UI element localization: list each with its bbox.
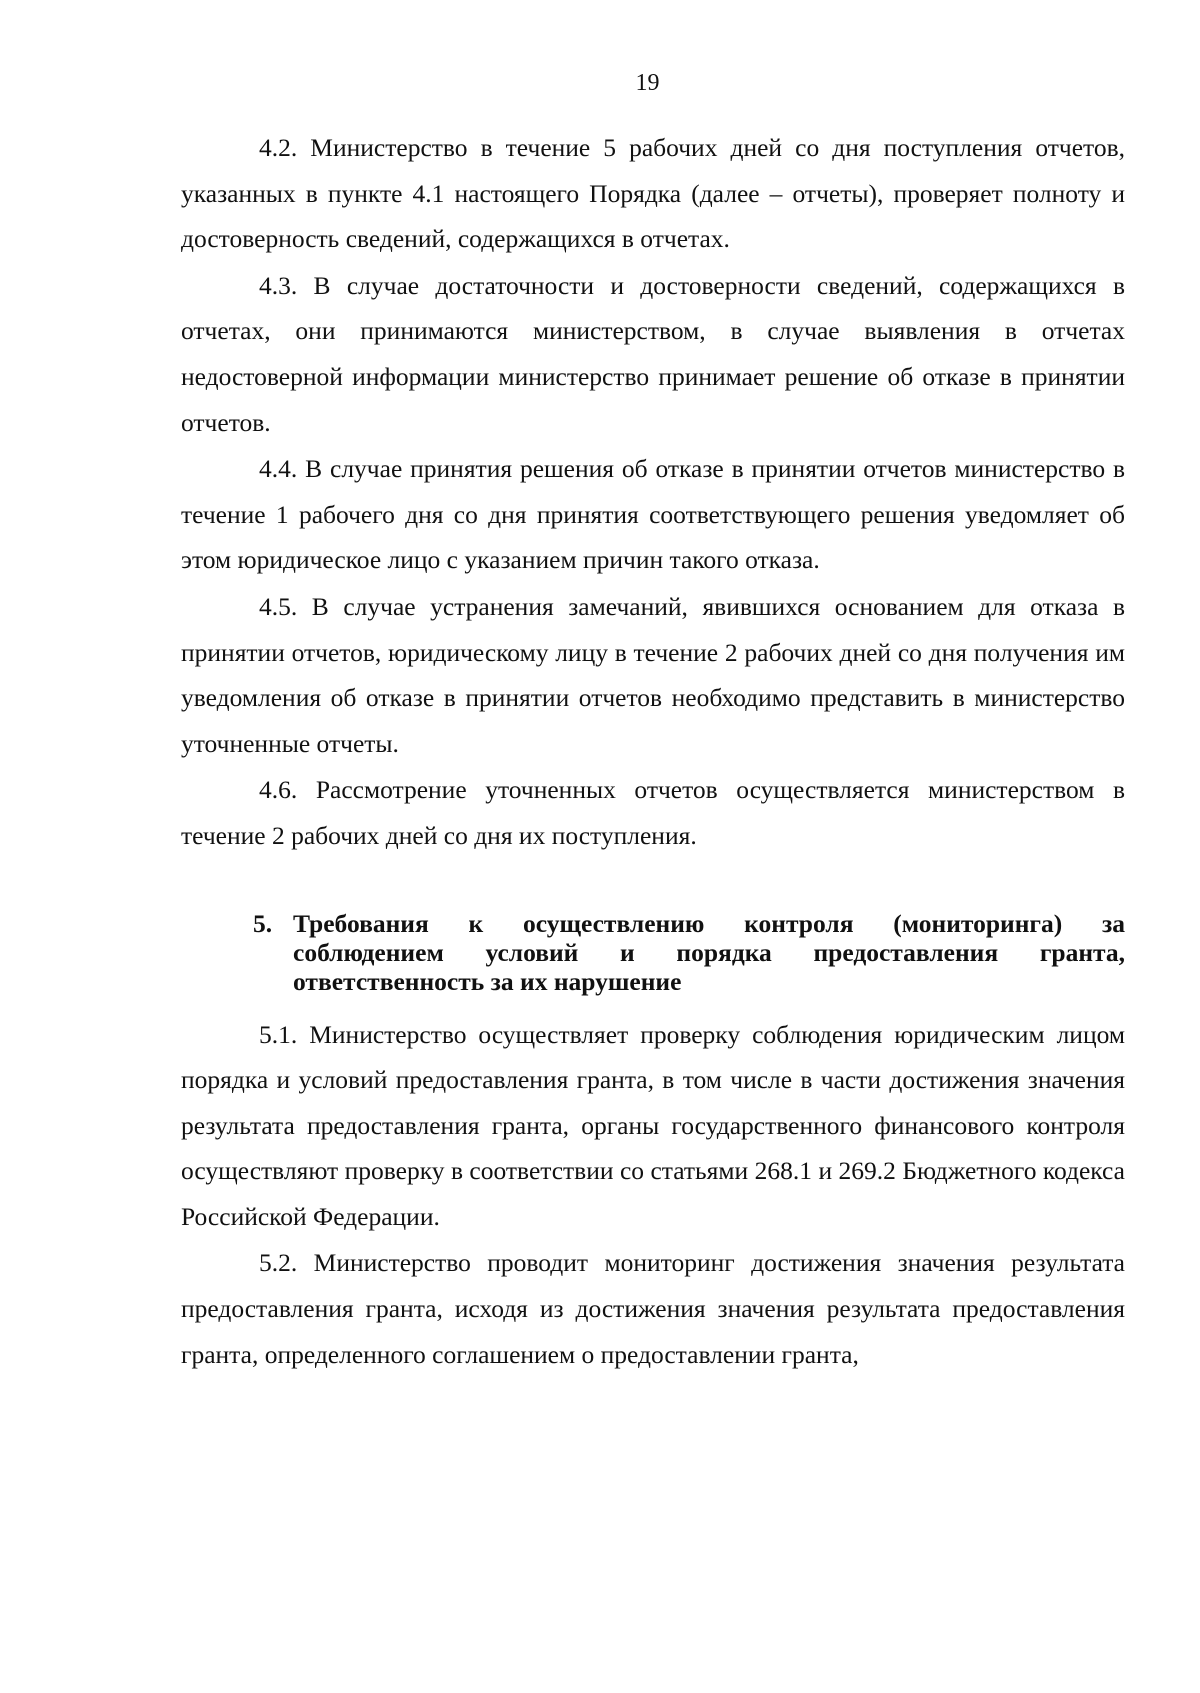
section-title-line: Требования к осуществлению контроля (мониторинга) за <box>293 908 1125 938</box>
section-heading <box>181 909 1125 996</box>
section-title <box>293 909 1125 996</box>
paragraph-5-2: 5.2. Министерство проводит мониторинг достижения значения результата предоставления гранта, исходя из достижения значения результата предоставления гранта, определенного соглашением о предоставлении гранта, <box>181 1248 1125 1369</box>
page-number: 19 <box>635 70 660 96</box>
section-number: 5. <box>253 908 273 938</box>
section-title-line: соблюдением условий и порядка предоставления гранта, <box>293 937 1125 967</box>
paragraph-4-6: 4.6. Рассмотрение уточненных отчетов осуществляется министерством в течение 2 рабочих дней со дня их поступления. <box>181 775 1125 850</box>
paragraph-4-5: 4.5. В случае устранения замечаний, явившихся основанием для отказа в принятии отчетов, юридическому лицу в течение 2 рабочих дней со дня получения им уведомления об отказе в принятии отчетов необходимо представить в министерство уточненные отчеты. <box>181 591 1125 758</box>
document-body <box>181 125 1125 1378</box>
section-title-line: ответственность за их нарушение <box>293 966 682 996</box>
paragraph-4-3: 4.3. В случае достаточности и достоверности сведений, содержащихся в отчетах, они принимаются министерством, в случае выявления в отчетах недостоверной информации министерство принимает решение об отказе в принятии отчетов. <box>181 270 1125 437</box>
paragraph-4-4: 4.4. В случае принятия решения об отказе в принятии отчетов министерство в течение 1 рабочего дня со дня принятия соответствующего решения уведомляет об этом юридическое лицо с указанием причин такого отказа. <box>181 454 1125 575</box>
paragraph-4-2: 4.2. Министерство в течение 5 рабочих дней со дня поступления отчетов, указанных в пункте 4.1 настоящего Порядка (далее – отчеты), проверяет полноту и достоверность сведений, содержащихся в отчетах. <box>181 133 1125 254</box>
paragraph-5-1: 5.1. Министерство осуществляет проверку соблюдения юридическим лицом порядка и условий предоставления гранта, в том числе в части достижения значения результата предоставления гранта, органы государственного финансового контроля осуществляют проверку в соответствии со статьями 268.1 и 269.2 Бюджетного кодекса Российской Федерации. <box>181 1019 1125 1231</box>
